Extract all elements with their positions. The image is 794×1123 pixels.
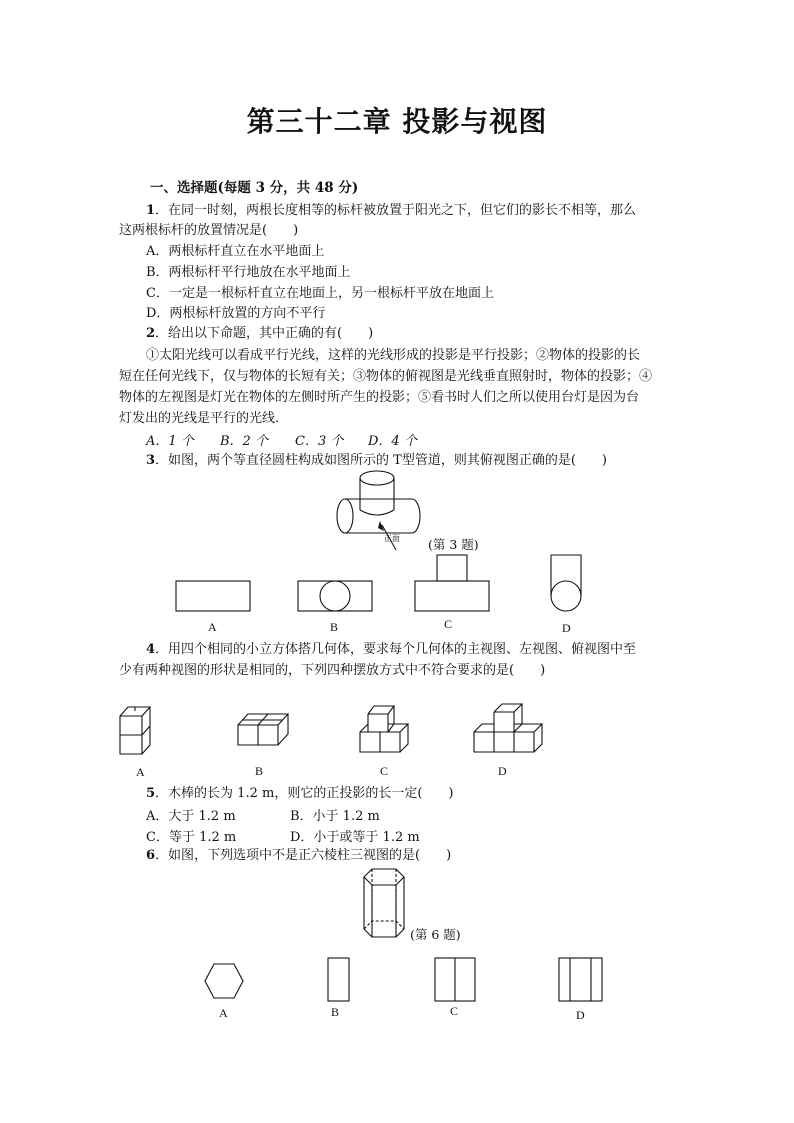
section-heading: 一、选择题(每题 3 分，共 48 分) — [150, 180, 359, 196]
label-a: A — [136, 765, 145, 779]
question-1-cont: 这两根标杆的放置情况是( ) — [119, 223, 299, 238]
question-number: 3 — [146, 453, 156, 468]
label-c: C — [444, 617, 453, 631]
question-text: ．木棒的长为 1.2 m，则它的正投影的长一定( ) — [155, 786, 454, 801]
option-a: A．大于 1.2 m — [146, 809, 236, 824]
label-c: C — [380, 764, 389, 778]
option-d-shape — [559, 958, 602, 1001]
option-a: A．两根标杆直立在水平地面上 — [146, 244, 325, 259]
front-label: 正面 — [384, 534, 400, 543]
option-b: B．2 个 — [220, 434, 268, 449]
question-4-cont: 少有两种视图的形状是相同的，下列四种摆放方式中不符合要求的是( ) — [119, 663, 546, 678]
question-number: 1 — [146, 203, 156, 218]
option-b: B．小于 1.2 m — [290, 809, 380, 824]
label-c: C — [450, 1004, 459, 1018]
question-text: ．如图，下列选项中不是正六棱柱三视图的是( ) — [155, 848, 452, 863]
label-d: D — [562, 621, 571, 635]
label-a: A — [219, 1006, 228, 1020]
question-text: ．如图，两个等直径圆柱构成如图所示的 T型管道，则其俯视图正确的是( ) — [155, 453, 607, 468]
option-c: C．等于 1.2 m — [146, 830, 237, 845]
label-d: D — [576, 1008, 585, 1022]
question-2-para: 物体的左视图是灯光在物体的左侧时所产生的投影；⑤看书时人们之所以使用台灯是因为台 — [119, 390, 640, 405]
figure-caption: (第 6 题) — [410, 927, 461, 942]
option-b-shape — [328, 958, 349, 1001]
question-text: ．给出以下命题，其中正确的有( ) — [155, 326, 374, 341]
question-number: 4 — [146, 642, 156, 657]
question-2-para: 短在任何光线下，仅与物体的长短有关；③物体的俯视图是光线垂直照射时，物体的投影；④ — [119, 369, 653, 384]
question-number: 6 — [146, 848, 156, 863]
question-number: 2 — [146, 326, 156, 341]
label-b: B — [330, 620, 339, 634]
label-d: D — [498, 764, 507, 778]
question-text: ．用四个相同的小立方体搭几何体，要求每个几何体的主视图、左视图、俯视图中至 — [155, 642, 637, 657]
option-d: D．小于或等于 1.2 m — [290, 830, 420, 845]
label-b: B — [331, 1005, 340, 1019]
option-a: A．1 个 — [146, 434, 194, 449]
option-b: B．两根标杆平行地放在水平地面上 — [146, 265, 351, 280]
chapter-title: 第三十二章 投影与视图 — [246, 105, 548, 138]
label-a: A — [208, 620, 217, 634]
label-b: B — [255, 764, 264, 778]
option-c: C．3 个 — [295, 434, 344, 449]
question-text: ．在同一时刻，两根长度相等的标杆被放置于阳光之下，但它们的影长不相等，那么 — [155, 203, 637, 218]
question-2-para: 灯发出的光线是平行的光线． — [119, 411, 289, 426]
figure-caption: (第 3 题) — [428, 537, 479, 552]
question-number: 5 — [146, 786, 156, 801]
question-2-para: ①太阳光线可以看成平行光线，这样的光线形成的投影是平行投影；②物体的投影的长 — [146, 348, 641, 363]
option-a-shape — [205, 964, 243, 998]
option-c: C．一定是一根标杆直立在地面上，另一根标杆平放在地面上 — [146, 286, 494, 301]
option-d: D．两根标杆放置的方向不平行 — [146, 306, 326, 321]
option-d: D．4 个 — [368, 434, 417, 449]
